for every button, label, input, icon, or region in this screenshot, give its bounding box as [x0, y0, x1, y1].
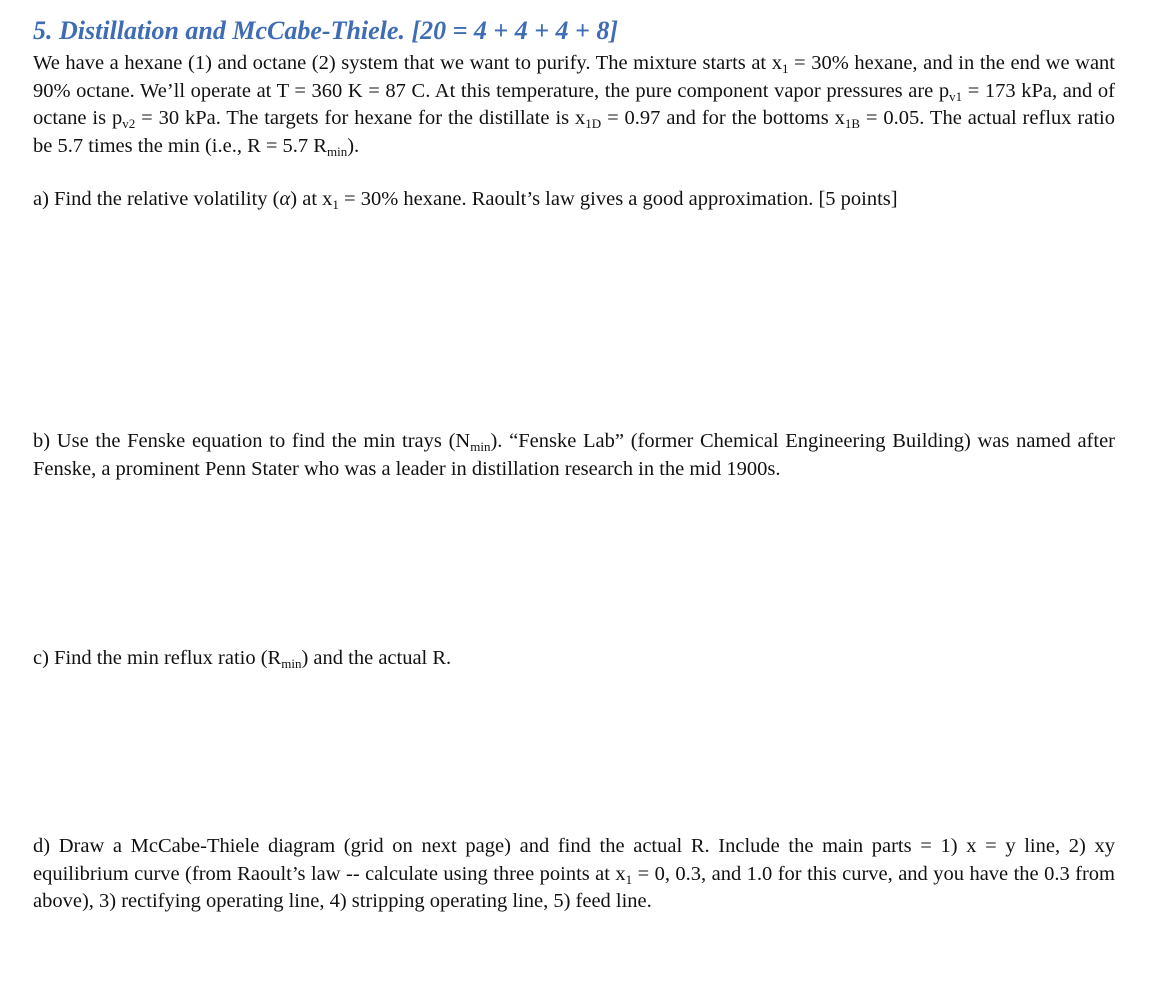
question-c: c) Find the min reflux ratio $(R_{min})$ and the actual R.	[33, 647, 452, 671]
question-d: d) Draw a McCabe-Thiele diagram (grid on next page) and find the actual R. Include the main parts = 1) x = y line, 2) xy equilibrium curve (from Raoult’s law -- calculate using three points at $x_1 = 0$, 0.3, and 1.0 for this curve, and you have the 0.3 from above), 3) rectifying operating line, 4) stripping operating line, 5) feed line.	[33, 835, 1115, 912]
problem-intro: We have a hexane (1) and octane (2) system that we want to purify. The mixture starts at $x_1 = 30\%$ hexane, and in the end we want 90% octane. We’ll operate at T = 360 K = 87 C. At this temperature, the pure component vapor pressures are $p_{v1} = 173$ kPa, and of octane is $p_{v2} = 30$ kPa. The targets for hexane for the distillate is $x_{1D} = 0.97$ and for the bottoms $x_{1B} = 0.05$. The actual reflux ratio be 5.7 times the min (i.e., R = 5.7 $R_{min}$).	[33, 52, 1115, 159]
question-b: b) Use the Fenske equation to find the min trays $(N_{min})$. “Fenske Lab” (former Chemical Engineering Building) was named after Fenske, a prominent Penn Stater who was a leader in distillation research in the mid 1900s.	[33, 430, 1115, 480]
problem-title: 5. Distillation and McCabe-Thiele. [20 = 4 + 4 + 4 + 8]	[33, 16, 619, 45]
question-a: a) Find the relative volatility (α) at $x_1 = 30\%$ hexane. Raoult’s law gives a good approximation. [5 points]	[33, 188, 898, 212]
